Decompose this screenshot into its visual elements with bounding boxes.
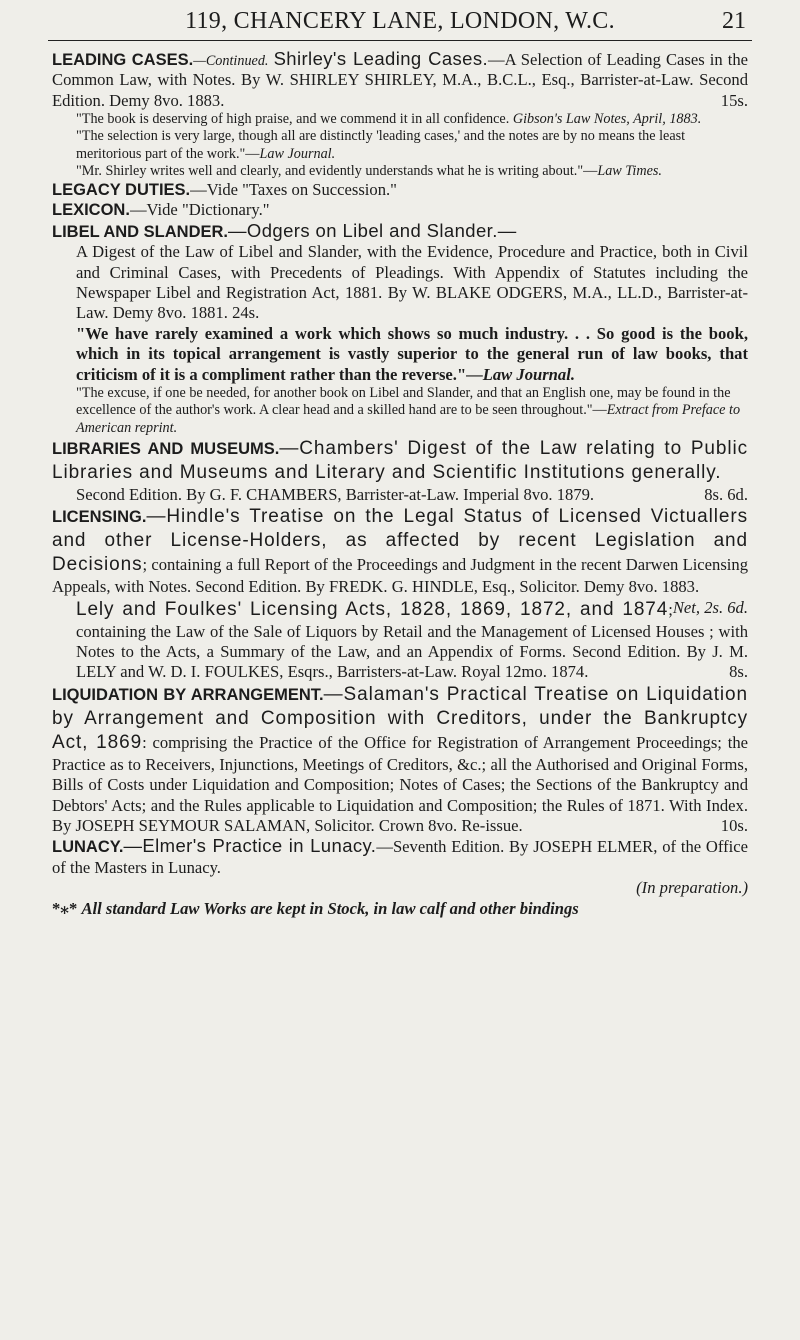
review-quote: "The book is deserving of high praise, and we commend it in all confidence.	[76, 111, 510, 128]
review-quote: "We have rarely examined a work which shows so much industry. . . So good is the book, which in its topical arrangement is vastly superior to the general run of law books, that criticism of it is a compliment rather than the reverse."—	[76, 323, 748, 384]
review-source: Law Journal.	[259, 145, 336, 162]
review-source: Law Journal.	[482, 364, 575, 384]
book-title: —Salaman's Practical Treatise on Liquidation by Arrangement and Composition with Creditors, under the Bankruptcy Act, 1869	[52, 683, 748, 753]
section-heading: LUNACY.	[52, 838, 124, 857]
book-description: ; containing the Law of the Sale of Liquors by Retail and the Management of Licensed Houses ; with Notes to the Acts, a Summary of the Law, and an Appendix of Forms. Second Edition. By J. M. LELY and W. D. I. FOULKES, Esqrs., Barristers-at-Law. Royal 12mo. 1874.	[76, 599, 748, 682]
book-title: Lely and Foulkes' Licensing Acts, 1828, 1869, 1872, and 1874	[76, 598, 669, 620]
publisher-address: 119, CHANCERY LANE, LONDON, W.C.	[185, 8, 615, 34]
book-title: Shirley's Leading Cases.	[273, 48, 489, 69]
book-price: 10s.	[720, 815, 748, 835]
book-description: ; containing a full Report of the Proceedings and Judgment in the recent Darwen Licensing Appeals, with Notes. Second Edition. By FREDK. G. HINDLE, Esq., Solicitor. Demy 8vo. 1883.	[52, 555, 748, 597]
entry-leading-cases	[52, 49, 748, 180]
review-source: Extract from Preface to American reprint.	[76, 402, 741, 436]
section-heading: LIQUIDATION BY ARRANGEMENT.	[52, 685, 324, 704]
entry-liquidation	[52, 683, 748, 837]
asterism-mark: *⁎*	[52, 898, 78, 918]
book-price: 8s.	[729, 662, 748, 682]
book-title: —Chambers' Digest of the Law relating to Public Libraries and Museums and Literary and Scientific Institutions generally.	[52, 437, 748, 483]
entry-licensing	[52, 505, 748, 683]
cross-reference: —Vide "Dictionary."	[129, 200, 270, 220]
running-header	[48, 0, 752, 41]
footer-note	[52, 899, 748, 919]
entry-libel-slander	[52, 221, 748, 437]
book-title: —Elmer's Practice in Lunacy.	[123, 835, 377, 857]
page-number: 21	[722, 8, 746, 34]
book-price: Net, 2s. 6d.	[672, 597, 748, 617]
book-description: —A Selection of Leading Cases in the Common Law, with Notes. By W. SHIRLEY SHIRLEY, M.A., B.C.L., Esq., Barrister-at-Law. Second Edition. Demy 8vo. 1883.	[52, 50, 748, 110]
section-heading: LEADING CASES.	[52, 51, 194, 69]
book-description: —Seventh Edition. By JOSEPH ELMER, of the Office of the Masters in Lunacy.	[52, 837, 748, 877]
book-price: 8s. 6d.	[704, 484, 748, 504]
entry-libraries-museums	[52, 437, 748, 505]
review-quote: "The selection is very large, though all are distinctly 'leading cases,' and the notes are by no means the least meritorious part of the work."—	[76, 128, 686, 162]
review-source: Gibson's Law Notes, April, 1883.	[512, 111, 702, 128]
section-heading: LIBEL AND SLANDER.	[52, 222, 229, 241]
book-description: Second Edition. By G. F. CHAMBERS, Barrister-at-Law. Imperial 8vo. 1879.	[76, 484, 595, 504]
entry-lexicon	[52, 200, 748, 220]
book-description: : comprising the Practice of the Office for Registration of Arrangement Proceedings; the Practice as to Receivers, Injunctions, Meetings of Creditors, &c.; all the Authorised and Original Forms, Bills of Costs under Liquidation and Composition; Notes of Cases; the Sections of the Bankruptcy and Debtors' Acts; and the Rules applicable to Liquidation and Composition; the Rules of 1871. With Index. By JOSEPH SEYMOUR SALAMAN, Solicitor. Crown 8vo. Re-issue.	[52, 732, 748, 835]
section-heading: LEXICON.	[52, 201, 130, 220]
footer-text: All standard Law Works are kept in Stock, in law calf and other bindings	[81, 898, 579, 918]
book-title: —Hindle's Treatise on the Legal Status of Licensed Victuallers and other License-Holders, as affected by recent Legislation and Decisions	[52, 506, 748, 576]
section-heading: LIBRARIES AND MUSEUMS.	[52, 439, 280, 458]
book-price: 15s.	[720, 90, 748, 110]
review-source: Law Times.	[597, 162, 662, 179]
publication-status: (In preparation.)	[636, 878, 748, 898]
section-heading: LEGACY DUTIES.	[52, 181, 191, 200]
continued-label: —Continued.	[193, 53, 269, 69]
entry-legacy-duties	[52, 180, 748, 200]
cross-reference: —Vide "Taxes on Succession."	[190, 180, 397, 200]
section-heading: LICENSING.	[52, 508, 147, 527]
review-quote: "Mr. Shirley writes well and clearly, and evidently understands what he is writing about."—	[76, 162, 598, 179]
entry-lunacy	[52, 836, 748, 898]
review-quote: "The excuse, if one be needed, for another book on Libel and Slander, and that an English one, may be found in the excellence of the author's work. A clear head and a skilled hand are to be seen throughout."—	[76, 385, 731, 419]
book-description: A Digest of the Law of Libel and Slander, with the Evidence, Procedure and Practice, both in Civil and Criminal Cases, with Precedents of Pleadings. With Appendix of Statutes including the Newspaper Libel and Registration Act, 1881. By W. BLAKE ODGERS, M.A., LL.D., Barrister-at-Law. Demy 8vo. 1881. 24s.	[76, 242, 748, 323]
book-title: —Odgers on Libel and Slander.—	[228, 219, 517, 241]
